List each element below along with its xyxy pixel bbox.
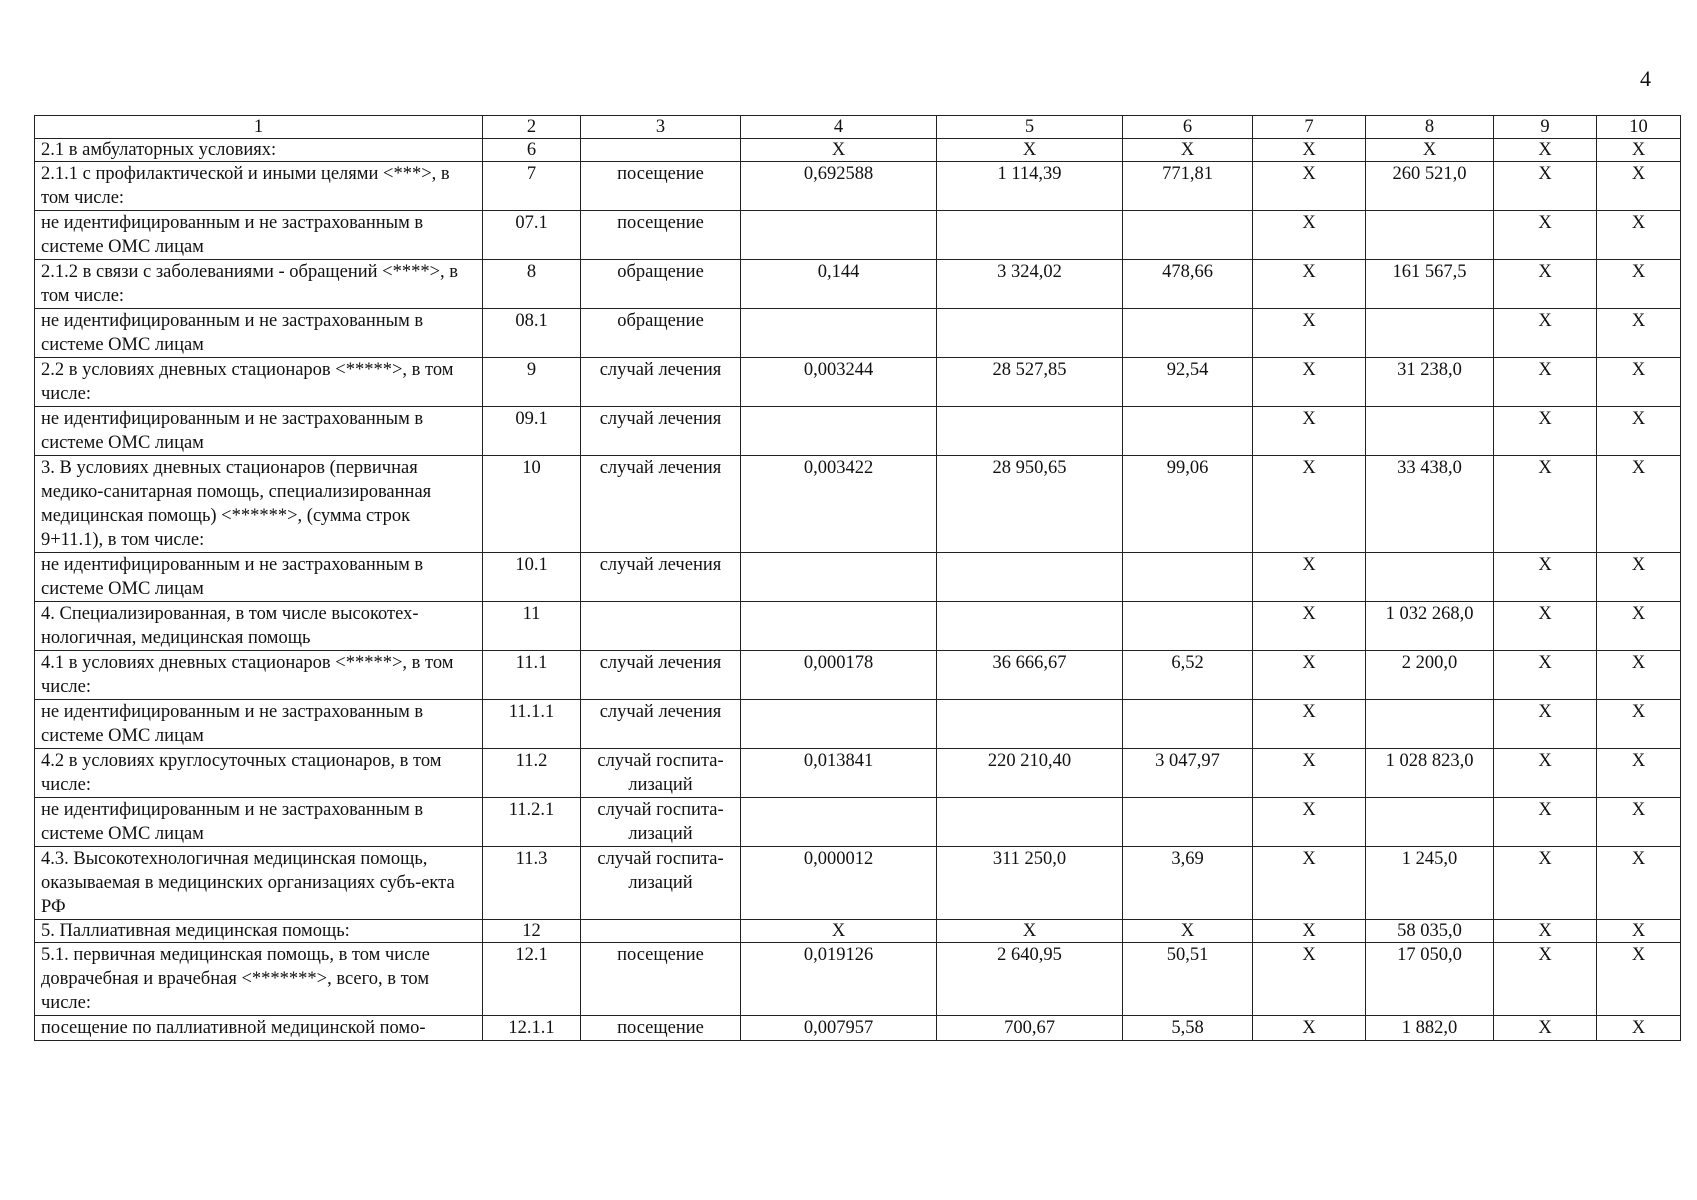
table-cell: X: [741, 920, 937, 943]
table-cell: [1123, 309, 1253, 358]
table-cell: X: [1494, 749, 1597, 798]
table-cell: 3,69: [1123, 847, 1253, 920]
table-cell: случай лечения: [581, 651, 741, 700]
table-cell: 161 567,5: [1366, 260, 1494, 309]
table-cell: [741, 309, 937, 358]
table-row: [35, 553, 1681, 602]
table-cell: X: [1253, 847, 1366, 920]
table-cell: X: [1494, 700, 1597, 749]
table-cell: X: [1253, 602, 1366, 651]
table-cell: [937, 309, 1123, 358]
column-header: 8: [1366, 116, 1494, 139]
table-cell: X: [1597, 309, 1681, 358]
table-cell: X: [1253, 700, 1366, 749]
table-cell: 1 114,39: [937, 162, 1123, 211]
table-cell: X: [1494, 553, 1597, 602]
table-cell: X: [1597, 358, 1681, 407]
table-cell: X: [1253, 260, 1366, 309]
table-row: [35, 407, 1681, 456]
page-number: 4: [1640, 66, 1651, 91]
table-cell: 0,003422: [741, 456, 937, 553]
table-cell: X: [1597, 602, 1681, 651]
table-cell: [741, 602, 937, 651]
table-cell: X: [1494, 309, 1597, 358]
table-row: [35, 162, 1681, 211]
table-cell: 0,144: [741, 260, 937, 309]
row-label-cell: не идентифицированным и не застрахованным в системе ОМС лицам: [35, 700, 483, 749]
table-cell: X: [1253, 943, 1366, 1016]
table-cell: X: [1494, 407, 1597, 456]
table-cell: [1123, 798, 1253, 847]
table-cell: X: [1366, 139, 1494, 162]
table-cell: X: [741, 139, 937, 162]
header-row: [35, 116, 1681, 139]
table-cell: посещение: [581, 1016, 741, 1041]
table-cell: 0,019126: [741, 943, 937, 1016]
column-header: 10: [1597, 116, 1681, 139]
table-cell: X: [1494, 798, 1597, 847]
table-cell: посещение: [581, 162, 741, 211]
table-cell: случай госпита-лизаций: [581, 798, 741, 847]
table-cell: X: [1597, 456, 1681, 553]
table-cell: X: [1597, 139, 1681, 162]
column-header: 6: [1123, 116, 1253, 139]
table-row: [35, 798, 1681, 847]
table-cell: X: [1597, 943, 1681, 1016]
table-cell: X: [1494, 260, 1597, 309]
column-header: 3: [581, 116, 741, 139]
row-label-cell: не идентифицированным и не застрахованным в системе ОМС лицам: [35, 211, 483, 260]
row-label-cell: 4.2 в условиях круглосуточных стационаров, в том числе:: [35, 749, 483, 798]
table-cell: случай лечения: [581, 407, 741, 456]
table-cell: 0,692588: [741, 162, 937, 211]
table-cell: 12.1.1: [483, 1016, 581, 1041]
row-label-cell: не идентифицированным и не застрахованным в системе ОМС лицам: [35, 407, 483, 456]
table-row: [35, 700, 1681, 749]
table-cell: X: [1597, 211, 1681, 260]
column-header: 1: [35, 116, 483, 139]
table-cell: 33 438,0: [1366, 456, 1494, 553]
table-cell: [937, 553, 1123, 602]
table-cell: X: [1253, 1016, 1366, 1041]
table-cell: обращение: [581, 309, 741, 358]
table-cell: X: [937, 139, 1123, 162]
row-label-cell: 2.1 в амбулаторных условиях:: [35, 139, 483, 162]
table-cell: 0,013841: [741, 749, 937, 798]
table-cell: [1123, 700, 1253, 749]
table-row: [35, 943, 1681, 1016]
row-label-cell: 2.2 в условиях дневных стационаров <*****>, в том числе:: [35, 358, 483, 407]
column-header: 9: [1494, 116, 1597, 139]
table-cell: [937, 798, 1123, 847]
table-row: [35, 139, 1681, 162]
table-row: [35, 260, 1681, 309]
table-cell: X: [1494, 920, 1597, 943]
row-label-cell: не идентифицированным и не застрахованным в системе ОМС лицам: [35, 309, 483, 358]
row-label-cell: 4. Специализированная, в том числе высокотех-нологичная, медицинская помощь: [35, 602, 483, 651]
table-cell: [1123, 211, 1253, 260]
table-cell: X: [1494, 139, 1597, 162]
table-cell: X: [1494, 211, 1597, 260]
table-cell: случай лечения: [581, 358, 741, 407]
table-cell: 12: [483, 920, 581, 943]
table-cell: [741, 798, 937, 847]
table-cell: X: [1123, 139, 1253, 162]
table-cell: 0,003244: [741, 358, 937, 407]
table-cell: [1366, 700, 1494, 749]
table-cell: 11.2.1: [483, 798, 581, 847]
table-cell: 260 521,0: [1366, 162, 1494, 211]
table-cell: [1366, 211, 1494, 260]
table-cell: 3 047,97: [1123, 749, 1253, 798]
row-label-cell: 2.1.1 с профилактической и иными целями <***>, в том числе:: [35, 162, 483, 211]
table-cell: X: [1253, 553, 1366, 602]
table-cell: 9: [483, 358, 581, 407]
table-cell: случай лечения: [581, 456, 741, 553]
table-cell: X: [1597, 847, 1681, 920]
row-label-cell: 4.1 в условиях дневных стационаров <*****>, в том числе:: [35, 651, 483, 700]
table-row: [35, 920, 1681, 943]
table-cell: посещение: [581, 211, 741, 260]
table-cell: [1366, 309, 1494, 358]
table-cell: 5,58: [1123, 1016, 1253, 1041]
table-cell: [1366, 553, 1494, 602]
table-cell: 311 250,0: [937, 847, 1123, 920]
table-cell: X: [1253, 358, 1366, 407]
row-label-cell: 5. Паллиативная медицинская помощь:: [35, 920, 483, 943]
table-cell: 2 640,95: [937, 943, 1123, 1016]
row-label-cell: 3. В условиях дневных стационаров (первичная медико-санитарная помощь, специализированная медицинская помощь) <******>, (сумма строк 9+11.1), в том числе:: [35, 456, 483, 553]
table-cell: 0,007957: [741, 1016, 937, 1041]
table-cell: X: [1253, 920, 1366, 943]
table-cell: X: [1494, 651, 1597, 700]
table-cell: X: [1494, 847, 1597, 920]
table-row: [35, 847, 1681, 920]
table-cell: [937, 602, 1123, 651]
table-cell: X: [1597, 920, 1681, 943]
table-cell: 3 324,02: [937, 260, 1123, 309]
table-cell: 11.1.1: [483, 700, 581, 749]
table-cell: 8: [483, 260, 581, 309]
table-cell: X: [1597, 651, 1681, 700]
row-label-cell: не идентифицированным и не застрахованным в системе ОМС лицам: [35, 798, 483, 847]
table-cell: X: [1123, 920, 1253, 943]
table-cell: X: [1253, 798, 1366, 847]
column-header: 5: [937, 116, 1123, 139]
table-cell: 1 028 823,0: [1366, 749, 1494, 798]
table-cell: 0,000178: [741, 651, 937, 700]
table-cell: [937, 407, 1123, 456]
table-cell: [937, 211, 1123, 260]
table-cell: [1123, 407, 1253, 456]
table-cell: X: [1253, 162, 1366, 211]
table-cell: 92,54: [1123, 358, 1253, 407]
table-cell: 1 882,0: [1366, 1016, 1494, 1041]
column-header: 7: [1253, 116, 1366, 139]
table-cell: обращение: [581, 260, 741, 309]
table-cell: [741, 553, 937, 602]
table-cell: 08.1: [483, 309, 581, 358]
table-cell: 1 245,0: [1366, 847, 1494, 920]
table-cell: 11.2: [483, 749, 581, 798]
table-cell: X: [1494, 456, 1597, 553]
table-cell: 1 032 268,0: [1366, 602, 1494, 651]
table-cell: 10.1: [483, 553, 581, 602]
table-cell: X: [937, 920, 1123, 943]
table-cell: 6,52: [1123, 651, 1253, 700]
table-cell: 10: [483, 456, 581, 553]
table-cell: 17 050,0: [1366, 943, 1494, 1016]
table-row: [35, 749, 1681, 798]
table-row: [35, 602, 1681, 651]
table-cell: [1366, 798, 1494, 847]
row-label-cell: 2.1.2 в связи с заболеваниями - обращений <****>, в том числе:: [35, 260, 483, 309]
table-cell: посещение: [581, 943, 741, 1016]
table-cell: [581, 920, 741, 943]
table-cell: X: [1494, 943, 1597, 1016]
column-header: 4: [741, 116, 937, 139]
data-table: [34, 115, 1681, 1041]
table-cell: 220 210,40: [937, 749, 1123, 798]
table-cell: случай госпита-лизаций: [581, 749, 741, 798]
table-cell: X: [1253, 456, 1366, 553]
table-cell: [581, 602, 741, 651]
table-cell: случай лечения: [581, 553, 741, 602]
column-header: 2: [483, 116, 581, 139]
table-cell: X: [1253, 139, 1366, 162]
table-cell: 478,66: [1123, 260, 1253, 309]
table-cell: 7: [483, 162, 581, 211]
table-cell: [741, 700, 937, 749]
table-cell: 771,81: [1123, 162, 1253, 211]
table-cell: X: [1253, 749, 1366, 798]
table-cell: [1123, 602, 1253, 651]
table-cell: X: [1597, 700, 1681, 749]
table-row: [35, 651, 1681, 700]
table-cell: 11: [483, 602, 581, 651]
table-cell: X: [1253, 211, 1366, 260]
table-cell: [741, 407, 937, 456]
table-row: [35, 309, 1681, 358]
table-cell: 31 238,0: [1366, 358, 1494, 407]
row-label-cell: не идентифицированным и не застрахованным в системе ОМС лицам: [35, 553, 483, 602]
row-label-cell: посещение по паллиативной медицинской помо-: [35, 1016, 483, 1041]
table-row: [35, 211, 1681, 260]
table-cell: [581, 139, 741, 162]
table-cell: X: [1253, 651, 1366, 700]
table-cell: X: [1597, 162, 1681, 211]
table-cell: 07.1: [483, 211, 581, 260]
row-label-cell: 5.1. первичная медицинская помощь, в том числе доврачебная и врачебная <*******>, всего, в том числе:: [35, 943, 483, 1016]
table-cell: 28 527,85: [937, 358, 1123, 407]
table-cell: 11.3: [483, 847, 581, 920]
table-cell: X: [1494, 162, 1597, 211]
table-cell: 28 950,65: [937, 456, 1123, 553]
table-cell: X: [1494, 602, 1597, 651]
table-cell: 12.1: [483, 943, 581, 1016]
table-cell: X: [1597, 1016, 1681, 1041]
table-cell: X: [1597, 798, 1681, 847]
table-cell: случай лечения: [581, 700, 741, 749]
table-cell: 6: [483, 139, 581, 162]
table-cell: 2 200,0: [1366, 651, 1494, 700]
table-cell: 36 666,67: [937, 651, 1123, 700]
table-cell: 700,67: [937, 1016, 1123, 1041]
table-cell: X: [1494, 1016, 1597, 1041]
row-label-cell: 4.3. Высокотехнологичная медицинская помощь, оказываемая в медицинских организациях субъ-екта РФ: [35, 847, 483, 920]
table-cell: 0,000012: [741, 847, 937, 920]
table-cell: X: [1597, 407, 1681, 456]
table-row: [35, 456, 1681, 553]
table-cell: X: [1597, 553, 1681, 602]
table-row: [35, 358, 1681, 407]
table-cell: 58 035,0: [1366, 920, 1494, 943]
table-cell: X: [1597, 260, 1681, 309]
table-cell: X: [1253, 407, 1366, 456]
table-cell: [741, 211, 937, 260]
table-cell: случай госпита-лизаций: [581, 847, 741, 920]
table-cell: 11.1: [483, 651, 581, 700]
table-cell: X: [1597, 749, 1681, 798]
table-cell: 50,51: [1123, 943, 1253, 1016]
table-cell: X: [1494, 358, 1597, 407]
table-cell: [1366, 407, 1494, 456]
table-cell: 99,06: [1123, 456, 1253, 553]
table-cell: X: [1253, 309, 1366, 358]
table-cell: [1123, 553, 1253, 602]
table-cell: 09.1: [483, 407, 581, 456]
table-row: [35, 1016, 1681, 1041]
table-cell: [937, 700, 1123, 749]
